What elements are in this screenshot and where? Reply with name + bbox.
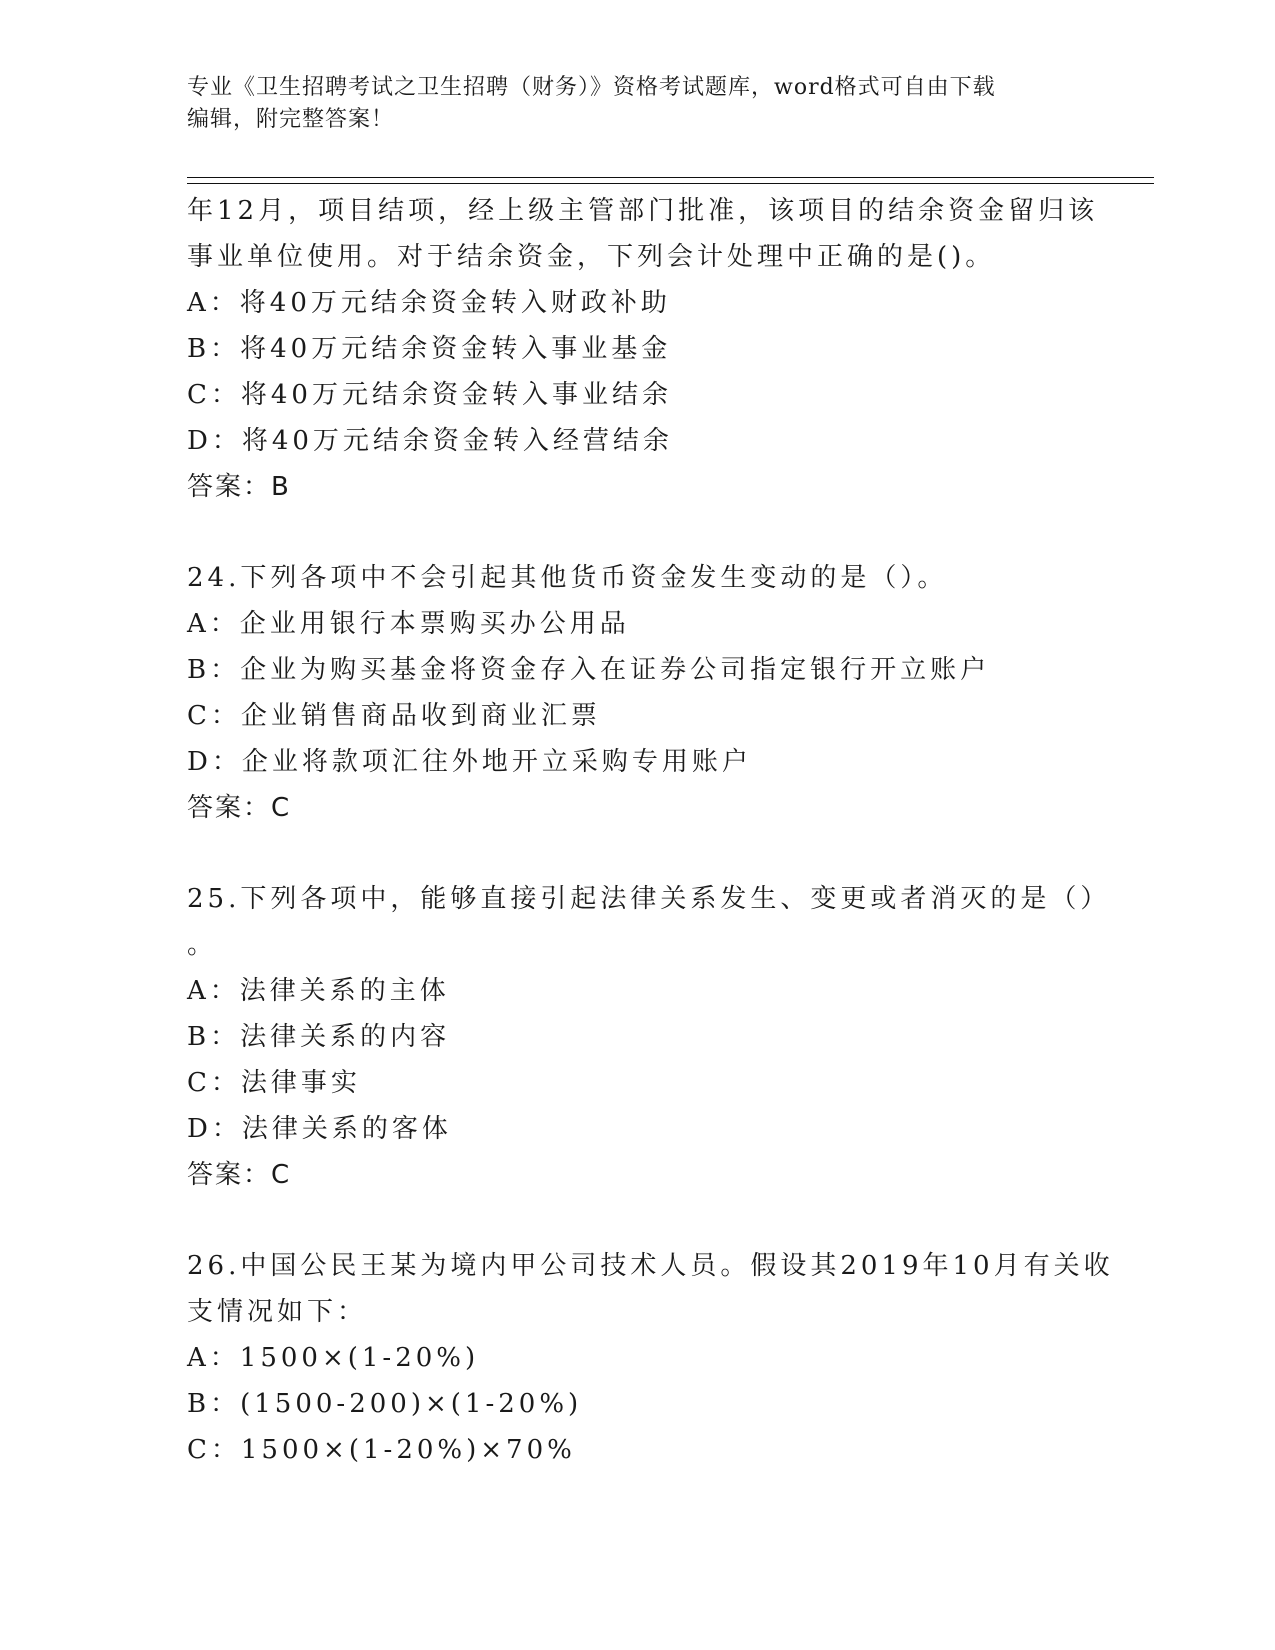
question-text: 支情况如下： (187, 1297, 368, 1327)
question-25 (187, 876, 1111, 1198)
option-d: D：将40万元结余资金转入经营结余 (187, 426, 673, 456)
option-b: B：法律关系的内容 (187, 1022, 451, 1052)
question-text: 。 (187, 930, 218, 960)
option-b: B：将40万元结余资金转入事业基金 (187, 334, 672, 364)
question-23 (187, 188, 1099, 510)
spacer (187, 831, 1087, 876)
option-b: B：企业为购买基金将资金存入在证券公司指定银行开立账户 (187, 655, 991, 685)
question-list (187, 188, 1114, 1473)
option-d: D：法律关系的客体 (187, 1114, 452, 1144)
answer: 答案：C (187, 1160, 292, 1190)
option-a: A：法律关系的主体 (187, 976, 450, 1006)
document-header (187, 72, 1067, 136)
option-b: B：(1500-200)×(1-20%) (187, 1389, 583, 1419)
option-c: C：将40万元结余资金转入事业结余 (187, 380, 672, 410)
option-c: C：1500×(1-20%)×70% (187, 1435, 576, 1465)
header-line-1: 专业《卫生招聘考试之卫生招聘（财务）》资格考试题库，word格式可自由下载 (187, 75, 996, 100)
question-text: 26.中国公民王某为境内甲公司技术人员。假设其2019年10月有关收 (187, 1251, 1114, 1281)
question-text: 事业单位使用。对于结余资金，下列会计处理中正确的是()。 (187, 242, 996, 272)
spacer (187, 510, 1087, 555)
option-a: A：1500×(1-20%) (187, 1343, 480, 1373)
question-text: 年12月，项目结项，经上级主管部门批准，该项目的结余资金留归该 (187, 196, 1099, 226)
header-line-2: 编辑，附完整答案！ (187, 107, 395, 132)
question-text: 24.下列各项中不会引起其他货币资金发生变动的是（）。 (187, 563, 948, 593)
answer: 答案：B (187, 472, 291, 502)
option-a: A：将40万元结余资金转入财政补助 (187, 288, 671, 318)
option-c: C：企业销售商品收到商业汇票 (187, 701, 601, 731)
option-d: D：企业将款项汇往外地开立采购专用账户 (187, 747, 752, 777)
header-divider-top (187, 177, 1154, 178)
header-divider-bottom (187, 183, 1154, 184)
question-text: 25.下列各项中，能够直接引起法律关系发生、变更或者消灭的是（） (187, 884, 1111, 914)
option-a: A：企业用银行本票购买办公用品 (187, 609, 630, 639)
question-26 (187, 1243, 1114, 1473)
spacer (187, 1198, 1087, 1243)
option-c: C：法律事实 (187, 1068, 361, 1098)
answer: 答案：C (187, 793, 292, 823)
question-24 (187, 555, 1087, 831)
